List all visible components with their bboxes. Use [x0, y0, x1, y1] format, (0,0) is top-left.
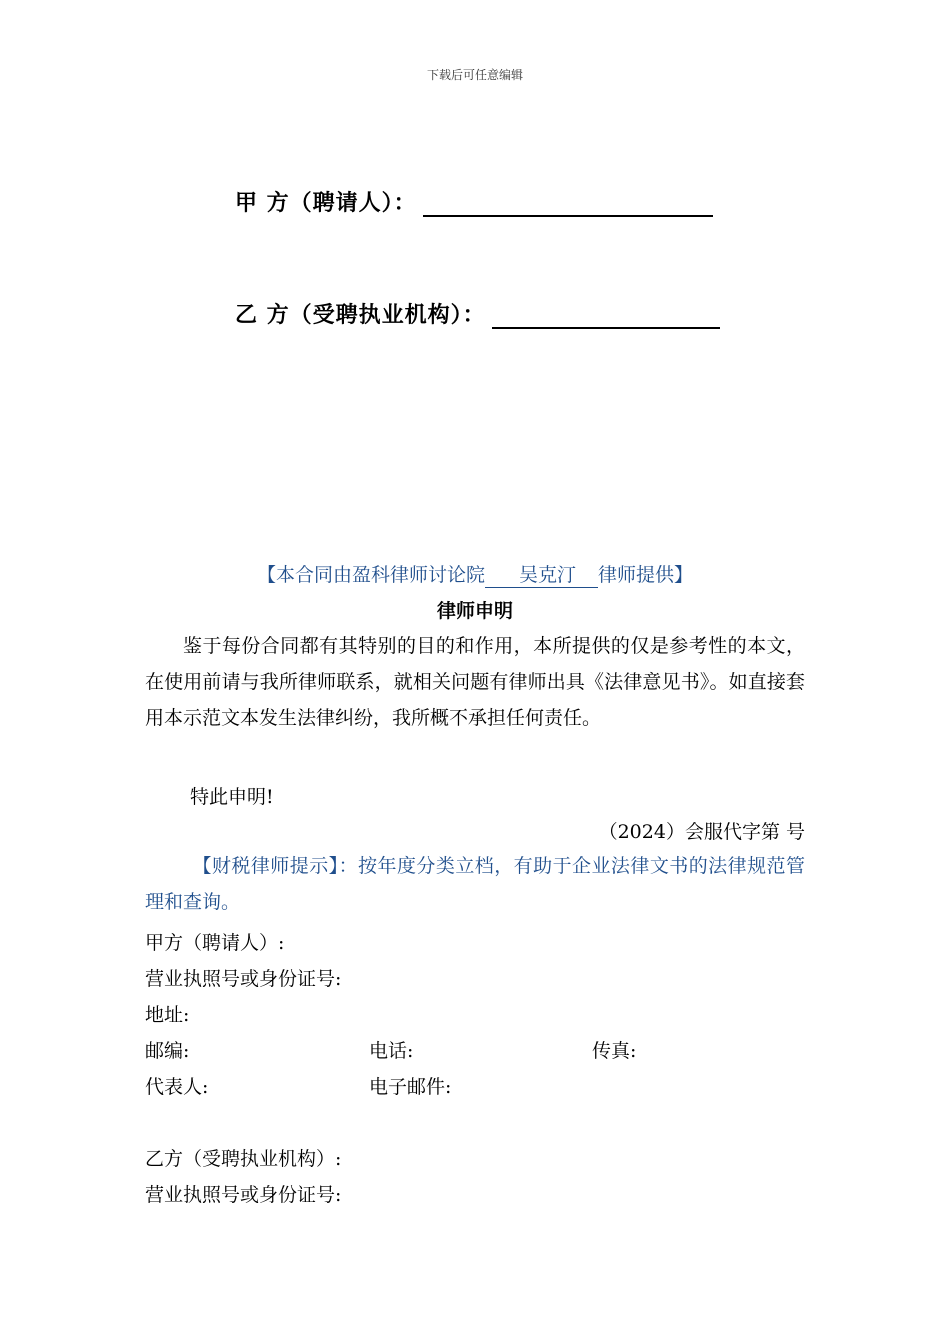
- cover-party-a-label: 甲 方（聘请人）：: [235, 191, 417, 216]
- party-a-license: 营业执照号或身份证号:: [145, 968, 342, 990]
- party-a-phone: 电话:: [369, 1040, 414, 1062]
- provider-line: [0, 560, 950, 588]
- cover-party-b-blank: [492, 303, 720, 329]
- party-a-email: 电子邮件:: [369, 1076, 452, 1098]
- party-b-title: 乙方（受聘执业机构）:: [145, 1148, 342, 1170]
- party-a-representative: 代表人:: [145, 1076, 209, 1098]
- statement-body: 鉴于每份合同都有其特别的目的和作用，本所提供的仅是参考性的本文，在使用前请与我所律师联系，就相关问题有律师出具《法律意见书》。如直接套用本示范文本发生法律纠纷，我所概不承担任何责任。: [145, 635, 805, 729]
- cover-party-b-label: 乙 方（受聘执业机构）：: [235, 303, 486, 328]
- party-a-postcode: 邮编:: [145, 1040, 190, 1062]
- cover-party-b: [235, 298, 720, 329]
- document-number: （2024）会服代字第 号: [598, 821, 805, 843]
- tax-tip-label: 【财税律师提示】: [192, 855, 339, 877]
- statement-closing: 特此申明!: [190, 786, 274, 808]
- statement-title: 律师申明: [436, 600, 513, 622]
- header-note: 下载后可任意编辑: [426, 68, 523, 82]
- tax-tip: [145, 848, 805, 920]
- provider-suffix: 律师提供】: [598, 564, 694, 586]
- party-a-title: 甲方（聘请人）:: [145, 932, 285, 954]
- party-a-fax: 传真:: [592, 1040, 637, 1062]
- provider-name: 吴克汀: [485, 560, 598, 588]
- party-a-address: 地址:: [145, 1004, 190, 1026]
- provider-prefix: 【本合同由盈科律师讨论院: [256, 564, 485, 586]
- cover-party-a: [235, 186, 713, 217]
- party-b-license: 营业执照号或身份证号:: [145, 1184, 342, 1206]
- cover-party-a-blank: [423, 191, 713, 217]
- tax-tip-text: ：按年度分类立档，有助于企业法律文书的法律规范管理和查询。: [145, 855, 805, 913]
